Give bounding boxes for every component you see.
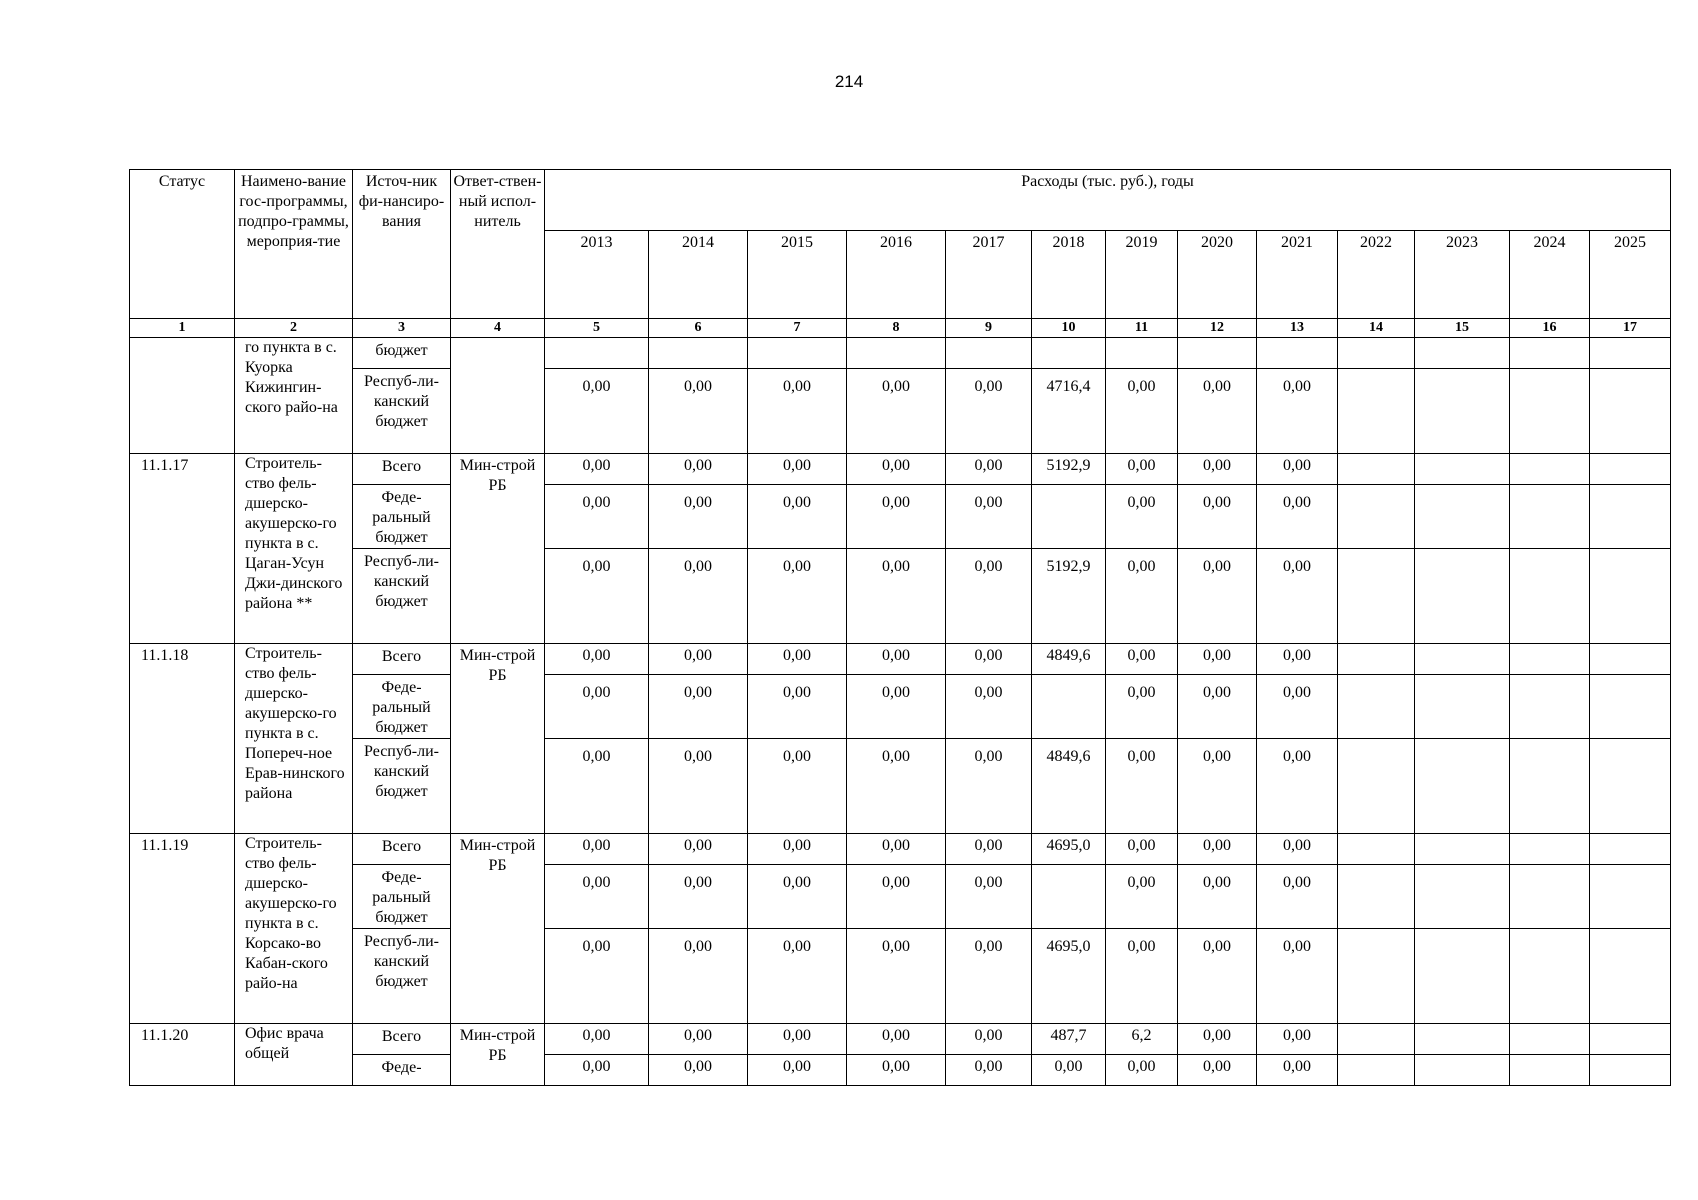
expense-value-cell xyxy=(545,338,649,369)
table-row xyxy=(130,644,1671,675)
expense-value-cell xyxy=(1590,834,1671,865)
expense-value-cell xyxy=(1415,929,1510,1024)
expense-value-cell: 0,00 xyxy=(545,644,649,675)
expense-value-cell: 0,00 xyxy=(1106,929,1178,1024)
expense-value-cell: 4695,0 xyxy=(1032,834,1106,865)
expense-value-cell: 0,00 xyxy=(1257,929,1338,1024)
expense-value-cell: 0,00 xyxy=(545,865,649,929)
expense-value-cell: 0,00 xyxy=(545,739,649,834)
status-cell: 11.1.20 xyxy=(130,1024,235,1086)
year-header: 2019 xyxy=(1106,231,1178,319)
executor-cell: Мин-строй РБ xyxy=(451,1024,545,1086)
expense-value-cell xyxy=(1338,865,1415,929)
funding-source-cell: Феде-ральный бюджет xyxy=(353,675,451,739)
table-row xyxy=(130,834,1671,865)
expense-value-cell: 5192,9 xyxy=(1032,549,1106,644)
expense-value-cell xyxy=(1590,549,1671,644)
column-number: 5 xyxy=(545,319,649,338)
expense-value-cell: 0,00 xyxy=(649,834,748,865)
expense-value-cell xyxy=(1510,675,1590,739)
expense-value-cell: 4695,0 xyxy=(1032,929,1106,1024)
status-cell: 11.1.18 xyxy=(130,644,235,834)
expense-value-cell xyxy=(1590,338,1671,369)
expense-value-cell: 0,00 xyxy=(649,644,748,675)
funding-source-cell: Респуб-ли-канский бюджет xyxy=(353,929,451,1024)
expense-value-cell xyxy=(1510,644,1590,675)
expense-value-cell: 0,00 xyxy=(649,675,748,739)
expense-value-cell: 0,00 xyxy=(545,929,649,1024)
expense-value-cell xyxy=(1032,338,1106,369)
table-row xyxy=(130,454,1671,485)
expense-value-cell: 0,00 xyxy=(1257,485,1338,549)
expense-value-cell: 0,00 xyxy=(649,1024,748,1055)
table-row xyxy=(130,929,1671,1024)
funding-source-cell: бюджет xyxy=(353,338,451,369)
program-name-cell: Офис врача общей xyxy=(235,1024,353,1086)
expense-value-cell xyxy=(1338,338,1415,369)
expense-value-cell: 0,00 xyxy=(649,454,748,485)
expense-value-cell: 0,00 xyxy=(946,454,1032,485)
expense-value-cell xyxy=(1415,485,1510,549)
expense-value-cell: 0,00 xyxy=(946,834,1032,865)
funding-source-cell: Феде-ральный бюджет xyxy=(353,865,451,929)
column-number: 9 xyxy=(946,319,1032,338)
table-row xyxy=(130,549,1671,644)
expense-value-cell: 0,00 xyxy=(1106,549,1178,644)
column-number: 16 xyxy=(1510,319,1590,338)
column-number: 2 xyxy=(235,319,353,338)
expense-value-cell xyxy=(1510,834,1590,865)
expense-value-cell: 0,00 xyxy=(847,865,946,929)
expense-value-cell: 0,00 xyxy=(1106,865,1178,929)
expense-value-cell: 0,00 xyxy=(946,675,1032,739)
status-cell: 11.1.19 xyxy=(130,834,235,1024)
table-row xyxy=(130,338,1671,369)
table-row xyxy=(130,1024,1671,1055)
executor-cell xyxy=(451,338,545,454)
expense-value-cell: 4849,6 xyxy=(1032,644,1106,675)
table-row xyxy=(130,485,1671,549)
table-row xyxy=(130,369,1671,454)
expense-value-cell: 0,00 xyxy=(847,549,946,644)
expense-value-cell: 0,00 xyxy=(847,454,946,485)
expense-value-cell: 0,00 xyxy=(847,739,946,834)
funding-source-cell: Всего xyxy=(353,834,451,865)
expense-value-cell: 0,00 xyxy=(946,549,1032,644)
expense-value-cell: 0,00 xyxy=(545,834,649,865)
funding-source-cell: Всего xyxy=(353,644,451,675)
expense-value-cell xyxy=(1338,454,1415,485)
expense-value-cell: 5192,9 xyxy=(1032,454,1106,485)
expense-value-cell xyxy=(1338,549,1415,644)
expense-value-cell xyxy=(1257,338,1338,369)
expense-value-cell: 487,7 xyxy=(1032,1024,1106,1055)
expense-value-cell xyxy=(1415,338,1510,369)
year-header: 2015 xyxy=(748,231,847,319)
expense-value-cell xyxy=(1510,549,1590,644)
expense-value-cell: 0,00 xyxy=(748,834,847,865)
expense-value-cell xyxy=(1590,369,1671,454)
expense-value-cell xyxy=(1178,338,1257,369)
expense-value-cell xyxy=(1338,929,1415,1024)
expense-value-cell: 0,00 xyxy=(1257,454,1338,485)
expense-value-cell: 0,00 xyxy=(1178,834,1257,865)
expense-value-cell: 0,00 xyxy=(946,369,1032,454)
column-number: 15 xyxy=(1415,319,1510,338)
page-number: 214 xyxy=(834,72,864,91)
table-row xyxy=(130,865,1671,929)
year-header: 2014 xyxy=(649,231,748,319)
expense-value-cell xyxy=(1590,1024,1671,1055)
expense-value-cell: 0,00 xyxy=(1106,485,1178,549)
expense-value-cell: 0,00 xyxy=(1178,644,1257,675)
executor-cell: Мин-строй РБ xyxy=(451,454,545,644)
expense-value-cell: 0,00 xyxy=(748,929,847,1024)
expense-value-cell: 4849,6 xyxy=(1032,739,1106,834)
expense-value-cell xyxy=(1590,929,1671,1024)
expense-value-cell: 6,2 xyxy=(1106,1024,1178,1055)
expense-value-cell xyxy=(1590,454,1671,485)
expense-value-cell: 0,00 xyxy=(649,549,748,644)
table-row xyxy=(130,739,1671,834)
expense-value-cell: 0,00 xyxy=(1257,644,1338,675)
expense-value-cell: 0,00 xyxy=(1257,1024,1338,1055)
funding-source-cell: Респуб-ли-канский бюджет xyxy=(353,549,451,644)
expense-value-cell: 0,00 xyxy=(1178,739,1257,834)
expense-value-cell: 0,00 xyxy=(1106,454,1178,485)
expense-value-cell: 0,00 xyxy=(748,454,847,485)
expense-value-cell xyxy=(1415,644,1510,675)
year-header: 2023 xyxy=(1415,231,1510,319)
expense-value-cell: 0,00 xyxy=(847,929,946,1024)
expense-value-cell xyxy=(1415,834,1510,865)
program-name-cell: го пункта в с. Куорка Кижингин-ского райо-на xyxy=(235,338,353,454)
expense-value-cell xyxy=(1510,1055,1590,1086)
expense-value-cell: 0,00 xyxy=(946,1024,1032,1055)
year-header: 2017 xyxy=(946,231,1032,319)
table-row xyxy=(130,675,1671,739)
column-number: 3 xyxy=(353,319,451,338)
column-number: 6 xyxy=(649,319,748,338)
expense-value-cell: 0,00 xyxy=(946,739,1032,834)
expense-value-cell xyxy=(1338,369,1415,454)
expense-value-cell: 0,00 xyxy=(545,675,649,739)
expense-value-cell: 0,00 xyxy=(847,1055,946,1086)
funding-source-cell: Респуб-ли-канский бюджет xyxy=(353,739,451,834)
expense-value-cell xyxy=(1338,644,1415,675)
expense-value-cell: 0,00 xyxy=(1257,739,1338,834)
expense-value-cell xyxy=(1510,865,1590,929)
expense-value-cell: 0,00 xyxy=(1032,1055,1106,1086)
column-number: 10 xyxy=(1032,319,1106,338)
column-number: 13 xyxy=(1257,319,1338,338)
expense-value-cell xyxy=(1510,1024,1590,1055)
column-number: 1 xyxy=(130,319,235,338)
expense-value-cell: 0,00 xyxy=(748,485,847,549)
program-name-cell: Строитель-ство фель-дшерско-акушерско-го пункта в с. Цаган-Усун Джи-динского района ** xyxy=(235,454,353,644)
funding-source-cell: Феде-ральный бюджет xyxy=(353,485,451,549)
expense-value-cell xyxy=(1032,675,1106,739)
expense-value-cell: 0,00 xyxy=(545,369,649,454)
expense-value-cell: 0,00 xyxy=(545,549,649,644)
expense-value-cell: 0,00 xyxy=(946,929,1032,1024)
expense-value-cell: 0,00 xyxy=(649,369,748,454)
expense-value-cell: 0,00 xyxy=(1178,1024,1257,1055)
expense-value-cell: 0,00 xyxy=(545,1055,649,1086)
expense-value-cell: 0,00 xyxy=(748,369,847,454)
expense-value-cell: 0,00 xyxy=(1178,1055,1257,1086)
funding-source-cell: Феде- xyxy=(353,1055,451,1086)
expense-value-cell: 0,00 xyxy=(1178,675,1257,739)
expense-value-cell: 4716,4 xyxy=(1032,369,1106,454)
expense-value-cell xyxy=(1032,865,1106,929)
expense-value-cell: 0,00 xyxy=(847,675,946,739)
year-header: 2021 xyxy=(1257,231,1338,319)
expense-value-cell: 0,00 xyxy=(946,1055,1032,1086)
expense-value-cell: 0,00 xyxy=(1106,1055,1178,1086)
expense-value-cell: 0,00 xyxy=(748,1024,847,1055)
year-header: 2013 xyxy=(545,231,649,319)
budget-table xyxy=(129,169,1671,1086)
expense-value-cell: 0,00 xyxy=(748,1055,847,1086)
expense-value-cell xyxy=(1415,369,1510,454)
year-header: 2018 xyxy=(1032,231,1106,319)
expense-value-cell: 0,00 xyxy=(847,834,946,865)
column-number: 14 xyxy=(1338,319,1415,338)
expense-value-cell: 0,00 xyxy=(1106,369,1178,454)
expense-value-cell: 0,00 xyxy=(1178,865,1257,929)
year-header: 2022 xyxy=(1338,231,1415,319)
expense-value-cell xyxy=(748,338,847,369)
expense-value-cell xyxy=(1510,454,1590,485)
expense-value-cell xyxy=(1338,485,1415,549)
expense-value-cell xyxy=(1338,1024,1415,1055)
expense-value-cell: 0,00 xyxy=(748,549,847,644)
expense-value-cell xyxy=(1510,739,1590,834)
year-header: 2025 xyxy=(1590,231,1671,319)
expense-value-cell xyxy=(946,338,1032,369)
year-header: 2020 xyxy=(1178,231,1257,319)
expense-value-cell: 0,00 xyxy=(847,485,946,549)
expense-value-cell xyxy=(1590,675,1671,739)
expense-value-cell: 0,00 xyxy=(1106,739,1178,834)
expense-value-cell: 0,00 xyxy=(1178,369,1257,454)
expense-value-cell xyxy=(847,338,946,369)
table-row xyxy=(130,1055,1671,1086)
expense-value-cell: 0,00 xyxy=(1257,549,1338,644)
expense-value-cell: 0,00 xyxy=(545,485,649,549)
expense-value-cell xyxy=(1415,675,1510,739)
expense-value-cell: 0,00 xyxy=(649,485,748,549)
expense-value-cell xyxy=(1590,865,1671,929)
expense-value-cell: 0,00 xyxy=(649,739,748,834)
expense-value-cell xyxy=(1338,834,1415,865)
program-name-cell: Строитель-ство фель-дшерско-акушерско-го пункта в с. Попереч-ное Ерав-нинского района xyxy=(235,644,353,834)
program-name-cell: Строитель-ство фель-дшерско-акушерско-го пункта в с. Корсако-во Кабан-ского райо-на xyxy=(235,834,353,1024)
expense-value-cell: 0,00 xyxy=(1257,675,1338,739)
column-number: 11 xyxy=(1106,319,1178,338)
expense-value-cell xyxy=(649,338,748,369)
expense-value-cell xyxy=(1032,485,1106,549)
expense-value-cell: 0,00 xyxy=(1257,834,1338,865)
expense-value-cell: 0,00 xyxy=(748,644,847,675)
expense-value-cell: 0,00 xyxy=(847,369,946,454)
expense-value-cell: 0,00 xyxy=(1106,644,1178,675)
expense-value-cell xyxy=(1590,644,1671,675)
expense-value-cell xyxy=(1415,549,1510,644)
expense-value-cell: 0,00 xyxy=(1178,454,1257,485)
expense-value-cell xyxy=(1590,1055,1671,1086)
expense-value-cell: 0,00 xyxy=(946,865,1032,929)
column-number: 4 xyxy=(451,319,545,338)
expense-value-cell: 0,00 xyxy=(649,1055,748,1086)
expense-value-cell: 0,00 xyxy=(1178,549,1257,644)
column-number: 17 xyxy=(1590,319,1671,338)
expense-value-cell: 0,00 xyxy=(748,675,847,739)
expense-value-cell xyxy=(1590,739,1671,834)
expense-value-cell: 0,00 xyxy=(847,1024,946,1055)
status-cell: 11.1.17 xyxy=(130,454,235,644)
expense-value-cell: 0,00 xyxy=(847,644,946,675)
expense-value-cell xyxy=(1590,485,1671,549)
funding-source-cell: Респуб-ли-канский бюджет xyxy=(353,369,451,454)
expense-value-cell: 0,00 xyxy=(545,1024,649,1055)
expense-value-cell xyxy=(1510,485,1590,549)
column-number: 7 xyxy=(748,319,847,338)
column-number: 8 xyxy=(847,319,946,338)
expense-value-cell: 0,00 xyxy=(1257,865,1338,929)
expense-value-cell: 0,00 xyxy=(1257,1055,1338,1086)
expense-value-cell xyxy=(1415,739,1510,834)
header-status: Статус xyxy=(130,170,235,319)
expense-value-cell: 0,00 xyxy=(1106,834,1178,865)
expense-value-cell xyxy=(1510,338,1590,369)
executor-cell: Мин-строй РБ xyxy=(451,834,545,1024)
expense-value-cell: 0,00 xyxy=(748,865,847,929)
expense-value-cell xyxy=(1338,675,1415,739)
funding-source-cell: Всего xyxy=(353,454,451,485)
expense-value-cell: 0,00 xyxy=(1178,929,1257,1024)
expense-value-cell: 0,00 xyxy=(649,865,748,929)
column-number: 12 xyxy=(1178,319,1257,338)
status-cell xyxy=(130,338,235,454)
expense-value-cell: 0,00 xyxy=(649,929,748,1024)
expense-value-cell: 0,00 xyxy=(1257,369,1338,454)
expense-value-cell xyxy=(1415,865,1510,929)
expense-value-cell: 0,00 xyxy=(1178,485,1257,549)
expense-value-cell: 0,00 xyxy=(748,739,847,834)
expense-value-cell xyxy=(1510,929,1590,1024)
header-expenses: Расходы (тыс. руб.), годы xyxy=(545,170,1671,231)
expense-value-cell xyxy=(1415,1024,1510,1055)
expense-value-cell: 0,00 xyxy=(946,644,1032,675)
expense-value-cell: 0,00 xyxy=(1106,675,1178,739)
expense-value-cell xyxy=(1106,338,1178,369)
funding-source-cell: Всего xyxy=(353,1024,451,1055)
expense-value-cell: 0,00 xyxy=(946,485,1032,549)
header-source: Источ-ник фи-нансиро-вания xyxy=(353,170,451,319)
executor-cell: Мин-строй РБ xyxy=(451,644,545,834)
expense-value-cell xyxy=(1338,739,1415,834)
year-header: 2024 xyxy=(1510,231,1590,319)
expense-value-cell xyxy=(1415,1055,1510,1086)
header-executor: Ответ-ствен-ный испол-нитель xyxy=(451,170,545,319)
expense-value-cell xyxy=(1415,454,1510,485)
expense-value-cell xyxy=(1510,369,1590,454)
expense-value-cell: 0,00 xyxy=(545,454,649,485)
year-header: 2016 xyxy=(847,231,946,319)
expense-value-cell xyxy=(1338,1055,1415,1086)
header-name: Наимено-вание гос-программы, подпро-граммы, мероприя-тие xyxy=(235,170,353,319)
